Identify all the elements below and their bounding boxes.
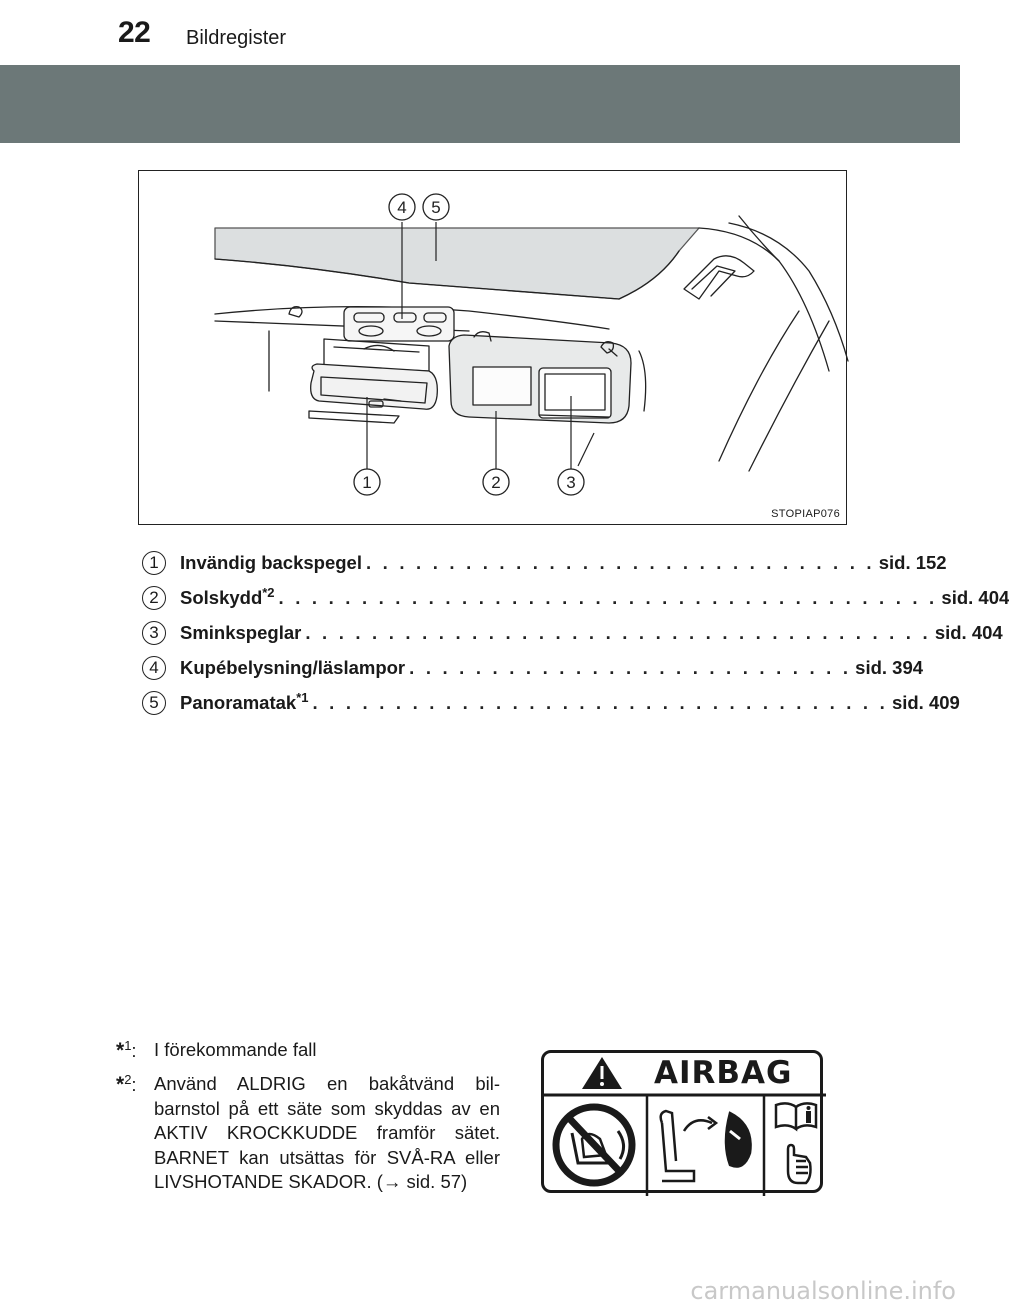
page-reference[interactable]: sid. 394 — [855, 656, 924, 678]
warning-triangle-icon — [582, 1057, 622, 1089]
dot-leader: . . . . . . . . . . . . . . . . . . . . . . . . . . . . . . . . . . . . . . . . — [278, 586, 938, 608]
callout-1: 1 — [362, 473, 372, 492]
item-label: Kupébelysning/läslampor — [180, 656, 406, 678]
page-reference[interactable]: sid. 404 — [941, 586, 1009, 608]
item-number: 4 — [142, 656, 166, 680]
page-reference[interactable]: sid. 152 — [878, 551, 947, 573]
item-label: Sminkspeglar — [180, 621, 302, 643]
list-item — [142, 615, 1003, 650]
list-item — [142, 580, 1009, 615]
airbag-title: AIRBAG — [654, 1055, 793, 1091]
figure-id: STOPIAP076 — [771, 508, 840, 520]
item-label: Panoramatak$^{*1}$ — [180, 689, 309, 713]
list-item — [142, 650, 924, 685]
item-number: 5 — [142, 691, 166, 715]
callout-5: 5 — [431, 198, 441, 217]
roof-interior-drawing — [139, 171, 848, 526]
no-child-seat-icon — [556, 1107, 632, 1183]
footnote-marker: *$^2$: — [116, 1072, 137, 1097]
interior-illustration — [138, 170, 847, 525]
airbag-warning-label — [541, 1050, 823, 1193]
item-list — [142, 545, 1009, 720]
item-number: 2 — [142, 586, 166, 610]
list-item — [142, 685, 960, 720]
header-band — [0, 65, 960, 143]
read-manual-icon — [776, 1103, 816, 1183]
seat-airbag-icon — [661, 1111, 751, 1181]
item-number: 3 — [142, 621, 166, 645]
list-item — [142, 545, 947, 580]
dot-leader: . . . . . . . . . . . . . . . . . . . . . . . . . . . . . . . — [365, 551, 875, 573]
callout-3: 3 — [566, 473, 576, 492]
footnotes — [116, 1038, 500, 1204]
footnote — [116, 1072, 500, 1195]
page-number: 22 — [118, 16, 151, 49]
page-header — [0, 0, 960, 62]
dot-leader: . . . . . . . . . . . . . . . . . . . . . . . . . . . . . . . . . . . — [312, 691, 888, 713]
callout-2: 2 — [491, 473, 501, 492]
footnote-marker: *$^1$: — [116, 1038, 137, 1063]
item-number: 1 — [142, 551, 166, 575]
footnote-text: I förekommande fall — [154, 1039, 317, 1060]
watermark: carmanualsonline.info — [690, 1277, 956, 1305]
page-reference[interactable]: sid. 404 — [934, 621, 1003, 643]
item-label: Invändig backspegel — [180, 551, 362, 573]
footnote-text: Använd ALDRIG en bakåtvänd bil-barnstol på ett säte som skyddas av en AKTIV KROCKKUDDE framför sätet. BARNET kan utsättas för SVÅ-RA eller LIVSHOTANDE SKADOR. (→ sid. 57) — [154, 1073, 500, 1193]
item-label: Solskydd$^{*2}$ — [180, 584, 275, 608]
dot-leader: . . . . . . . . . . . . . . . . . . . . . . . . . . . — [409, 656, 852, 678]
dot-leader: . . . . . . . . . . . . . . . . . . . . . . . . . . . . . . . . . . . . . . — [305, 621, 931, 643]
footnote-ref: *2 — [262, 584, 275, 600]
footnote — [116, 1038, 500, 1063]
footnote-ref: *1 — [296, 689, 309, 705]
callout-4: 4 — [397, 198, 407, 217]
section-title: Bildregister — [186, 27, 287, 49]
page-reference[interactable]: sid. 409 — [891, 691, 960, 713]
